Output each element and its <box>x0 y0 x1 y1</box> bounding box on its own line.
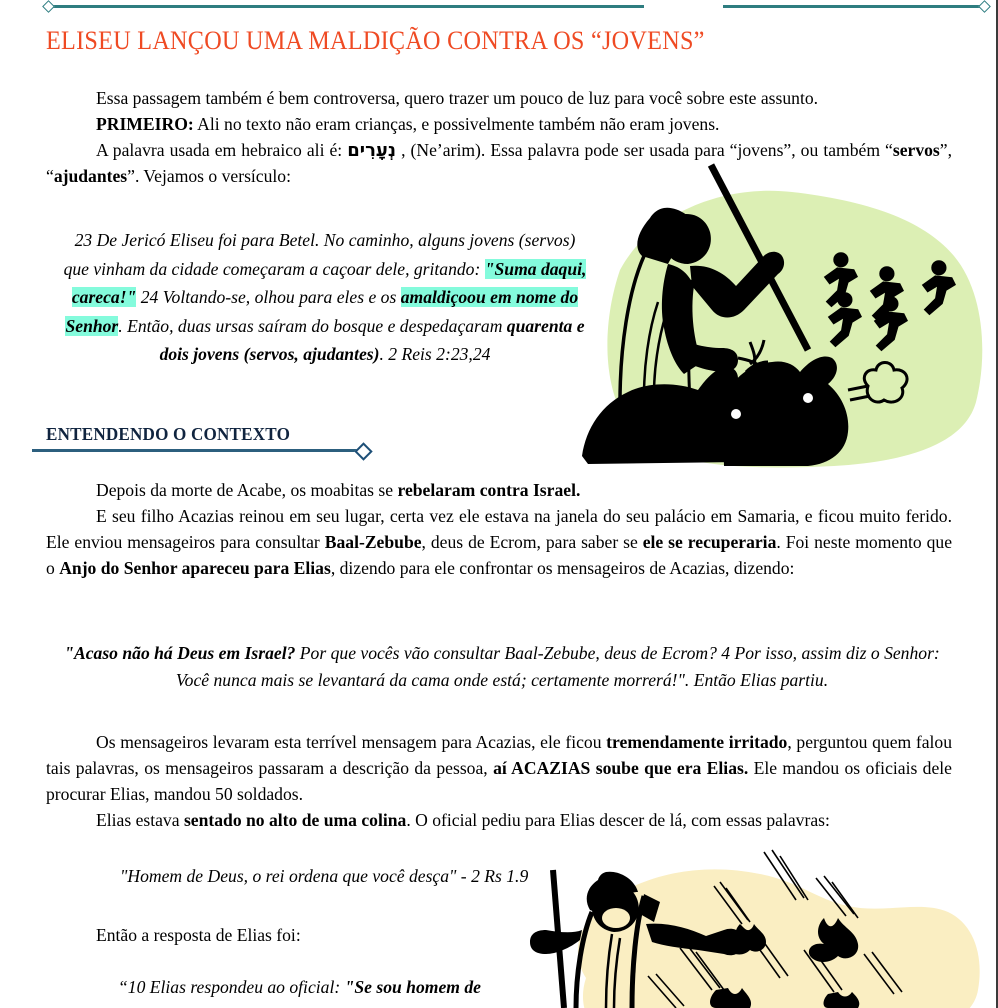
context-p1-bold: rebelaram contra Israel. <box>397 480 581 500</box>
angel-quote-bold: "Acaso não há Deus em Israel? <box>64 643 296 663</box>
quote-part-1: 23 De Jericó Eliseu foi para Betel. No caminho, alguns jovens (servos) que vinham da cidade começaram a caçoar dele, gritando: <box>63 230 576 279</box>
elijah-quote-bold: "Se sou homem de <box>344 977 481 997</box>
msg-p2-a: Elias estava <box>96 809 184 830</box>
section-heading-diamond <box>354 442 372 460</box>
section-heading-group <box>46 424 336 445</box>
top-border-rule-left <box>44 5 644 8</box>
intro-p3-bold-servos: servos <box>892 139 940 160</box>
top-rule-diamond-left <box>42 0 55 13</box>
intro-p2-bold: PRIMEIRO: <box>96 113 194 134</box>
msg-p1-bold-acazias: aí ACAZIAS soube que era Elias. <box>493 757 749 778</box>
elijah-quote-part1: “10 Elias respondeu ao oficial: <box>118 977 345 997</box>
eliseu-ursas-illustration <box>572 152 992 472</box>
elijah-quote <box>118 977 481 998</box>
intro-paragraph-2 <box>46 112 952 138</box>
quote-part-2: 24 Voltando-se, olhou para eles e os <box>136 287 401 307</box>
angel-quote-rest: Por que vocês vão consultar Baal-Zebube, deus de Ecrom? 4 Por isso, assim diz o Senhor: Você nunca mais se levantará da cama onde está; certamente morrerá!". Então Elias partiu. <box>175 643 940 691</box>
messengers-section <box>46 730 952 833</box>
msg-p1-b: , perguntou quem falou tais palavras, os mensageiros passaram a descrição da pessoa, <box>46 732 952 778</box>
page-title: ELISEU LANÇOU UMA MALDIÇÃO CONTRA OS “JOVENS” <box>46 26 705 55</box>
section-heading: ENTENDENDO O CONTEXTO <box>46 424 291 444</box>
elias-fogo-illustration <box>528 838 988 1008</box>
context-p2-a: E seu filho Acazias reinou em seu lugar, certa vez ele estava na janela do seu palácio em Samaria, e ficou muito ferido. Ele enviou mensageiros para consultar <box>46 505 952 552</box>
intro-p3-d: ”. Vejamos o versículo: <box>127 166 291 187</box>
quote-highlight-2: amaldiçoou em nome do Senhor <box>65 287 579 336</box>
scripture-quote-block <box>60 226 590 369</box>
intro-p3-b: , (Ne’arim). Essa palavra pode ser usada para “jovens”, ou também “ <box>396 139 893 160</box>
quote-part-4: . 2 Reis 2:23,24 <box>379 344 491 364</box>
quote-bold-1: quarenta e dois jovens (servos, ajudantes) <box>159 315 585 364</box>
context-paragraph-1 <box>46 478 952 504</box>
then-response-line: Então a resposta de Elias foi: <box>96 925 301 945</box>
section-heading-rule <box>32 449 362 452</box>
top-border-rule-right <box>723 5 986 8</box>
context-p1-a: Depois da morte de Acabe, os moabitas se <box>96 480 398 500</box>
msg-p2-b: . O oficial pediu para Elias descer de lá, com essas palavras: <box>406 809 830 830</box>
context-p2-b: , deus de Ecrom, para saber se <box>421 531 643 552</box>
context-paragraph-2 <box>46 504 952 582</box>
intro-p3-bold-ajudantes: ajudantes <box>53 166 128 187</box>
intro-paragraph-1: Essa passagem também é bem controversa, quero trazer um pouco de luz para você sobre este assunto. <box>96 88 819 108</box>
messengers-paragraph-1 <box>46 730 952 808</box>
hebrew-word-nearim: נְעָרִים <box>347 139 397 161</box>
quote-highlight-1: "Suma daqui, careca!" <box>71 258 587 307</box>
intro-p3-c: ”, “ <box>46 139 952 187</box>
officer-quote: "Homem de Deus, o rei ordena que você desça" - 2 Rs 1.9 <box>120 866 529 886</box>
msg-p1-c: Ele mandou os oficiais dele procurar Elias, mandou 50 soldados. <box>46 757 952 804</box>
context-p2-c: . Foi neste momento que o <box>46 531 953 578</box>
context-section <box>46 478 952 581</box>
context-p2-bold-anjo: Anjo do Senhor apareceu para Elias <box>59 557 331 578</box>
context-p2-bold-recuperaria: ele se recuperaria <box>642 531 777 552</box>
intro-p3-a: A palavra usada em hebraico ali é: <box>96 139 348 160</box>
msg-p1-bold-irritado: tremendamente irritado <box>606 732 788 752</box>
msg-p2-bold-colina: sentado no alto de uma colina <box>183 809 407 830</box>
top-rule-diamond-right <box>978 0 991 13</box>
msg-p1-a: Os mensageiros levaram esta terrível mensagem para Acazias, ele ficou <box>96 732 607 752</box>
intro-p2-rest: Ali no texto não eram crianças, e possivelmente também não eram jovens. <box>193 113 720 134</box>
messengers-paragraph-2 <box>46 808 952 834</box>
context-p2-d: , dizendo para ele confrontar os mensageiros de Acazias, dizendo: <box>330 557 795 578</box>
quote-part-3: . Então, duas ursas saíram do bosque e despedaçaram <box>118 315 507 336</box>
angel-quote-block <box>52 640 952 695</box>
context-p2-bold-baalzebube: Baal-Zebube <box>324 531 422 552</box>
